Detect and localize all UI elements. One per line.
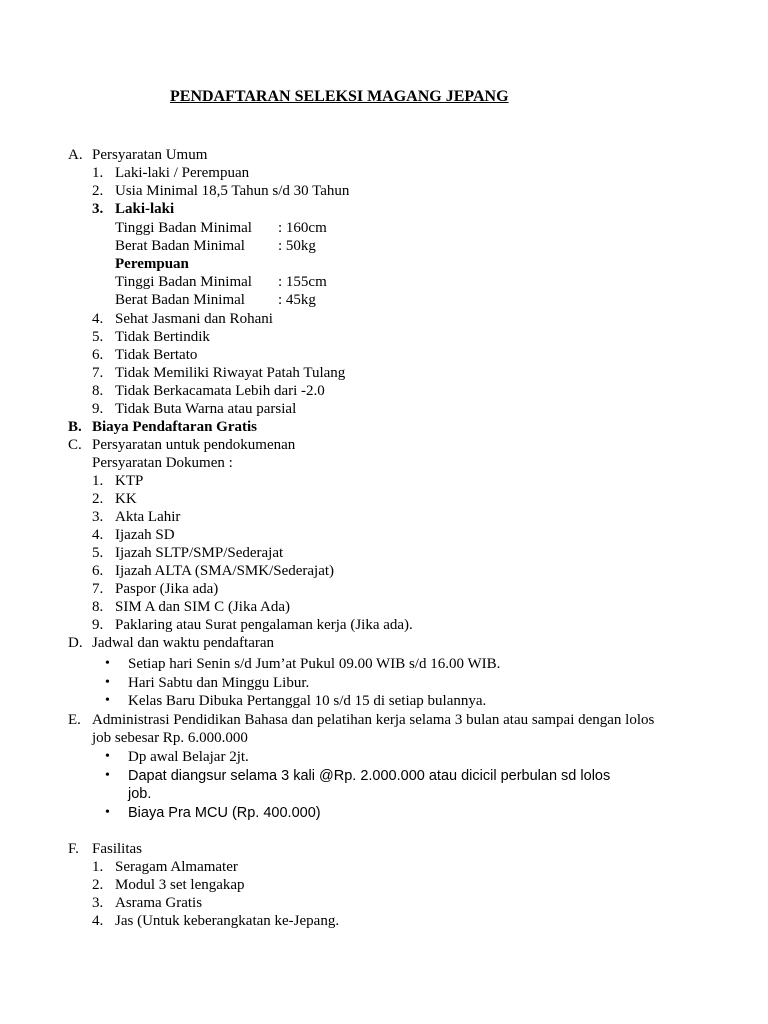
list-item: Kelas Baru Dibuka Pertanggal 10 s/d 15 di setiap bulannya. (128, 693, 487, 709)
section-e-heading-line1: Administrasi Pendidikan Bahasa dan pelatihan kerja selama 3 bulan atau sampai dengan lolos (92, 712, 655, 728)
male-weight-label: Berat Badan Minimal (115, 238, 245, 254)
list-item: Ijazah ALTA (SMA/SMK/Sederajat) (115, 563, 335, 579)
list-item: Biaya Pra MCU (Rp. 400.000) (128, 805, 321, 821)
bullet-icon: • (105, 693, 110, 708)
section-b-heading: Biaya Pendaftaran Gratis (92, 419, 257, 435)
list-item: Modul 3 set lengakap (115, 877, 245, 893)
list-item: KK (115, 491, 137, 507)
list-number: 9. (92, 401, 104, 417)
page-title: PENDAFTARAN SELEKSI MAGANG JEPANG (170, 88, 509, 105)
list-number: 3. (92, 201, 104, 217)
list-item: Hari Sabtu dan Minggu Libur. (128, 675, 310, 691)
list-number: 5. (92, 545, 104, 561)
bullet-icon: • (105, 768, 110, 783)
list-number: 9. (92, 617, 104, 633)
list-item: Paklaring atau Surat pengalaman kerja (Jika ada). (115, 617, 413, 633)
list-number: 2. (92, 183, 104, 199)
list-item: Tidak Memiliki Riwayat Patah Tulang (115, 365, 346, 381)
female-heading: Perempuan (115, 256, 189, 272)
bullet-icon: • (105, 749, 110, 764)
list-item: Dp awal Belajar 2jt. (128, 749, 249, 765)
list-number: 4. (92, 527, 104, 543)
list-number: 4. (92, 913, 104, 929)
bullet-icon: • (105, 805, 110, 820)
female-weight-value: : 45kg (278, 292, 316, 308)
list-item: Tidak Bertato (115, 347, 198, 363)
section-f-marker: F. (68, 841, 79, 857)
section-c-subheading: Persyaratan Dokumen : (92, 455, 233, 471)
male-weight-value: : 50kg (278, 238, 316, 254)
section-e-marker: E. (68, 712, 81, 728)
list-item: Tidak Berkacamata Lebih dari -2.0 (115, 383, 325, 399)
section-b-marker: B. (68, 419, 82, 435)
list-item: Laki-laki / Perempuan (115, 165, 250, 181)
list-number: 2. (92, 491, 104, 507)
list-item: Akta Lahir (115, 509, 181, 525)
female-height-label: Tinggi Badan Minimal (115, 274, 252, 290)
list-item: Tidak Bertindik (115, 329, 210, 345)
list-number: 1. (92, 165, 104, 181)
section-e-heading-line2: job sebesar Rp. 6.000.000 (92, 730, 248, 746)
bullet-icon: • (105, 656, 110, 671)
male-height-label: Tinggi Badan Minimal (115, 220, 252, 236)
list-number: 8. (92, 599, 104, 615)
list-number: 1. (92, 473, 104, 489)
list-number: 6. (92, 563, 104, 579)
list-number: 1. (92, 859, 104, 875)
list-number: 7. (92, 365, 104, 381)
list-number: 7. (92, 581, 104, 597)
section-a-heading: Persyaratan Umum (92, 147, 208, 163)
list-number: 8. (92, 383, 104, 399)
list-number: 2. (92, 877, 104, 893)
section-c-marker: C. (68, 437, 82, 453)
list-item: Paspor (Jika ada) (115, 581, 219, 597)
section-d-marker: D. (68, 635, 83, 651)
male-height-value: : 160cm (278, 220, 327, 236)
list-item-male-heading: Laki-laki (115, 201, 175, 217)
list-item: Setiap hari Senin s/d Jum’at Pukul 09.00 WIB s/d 16.00 WIB. (128, 656, 501, 672)
list-number: 5. (92, 329, 104, 345)
list-number: 4. (92, 311, 104, 327)
female-weight-label: Berat Badan Minimal (115, 292, 245, 308)
list-item: Sehat Jasmani dan Rohani (115, 311, 273, 327)
section-a-marker: A. (68, 147, 83, 163)
list-item: KTP (115, 473, 144, 489)
list-number: 6. (92, 347, 104, 363)
list-item: Ijazah SLTP/SMP/Sederajat (115, 545, 284, 561)
list-item: Dapat diangsur selama 3 kali @Rp. 2.000.000 atau dicicil perbulan sd lolos (128, 768, 611, 784)
list-item-continuation: job. (128, 786, 152, 802)
list-number: 3. (92, 509, 104, 525)
list-item: Jas (Untuk keberangkatan ke-Jepang. (115, 913, 340, 929)
section-d-heading: Jadwal dan waktu pendaftaran (92, 635, 275, 651)
section-f-heading: Fasilitas (92, 841, 143, 857)
section-c-heading: Persyaratan untuk pendokumenan (92, 437, 296, 453)
female-height-value: : 155cm (278, 274, 327, 290)
list-item: Seragam Almamater (115, 859, 238, 875)
list-item: Tidak Buta Warna atau parsial (115, 401, 297, 417)
list-item: Usia Minimal 18,5 Tahun s/d 30 Tahun (115, 183, 350, 199)
bullet-icon: • (105, 675, 110, 690)
list-number: 3. (92, 895, 104, 911)
list-item: Ijazah SD (115, 527, 175, 543)
list-item: SIM A dan SIM C (Jika Ada) (115, 599, 291, 615)
list-item: Asrama Gratis (115, 895, 203, 911)
